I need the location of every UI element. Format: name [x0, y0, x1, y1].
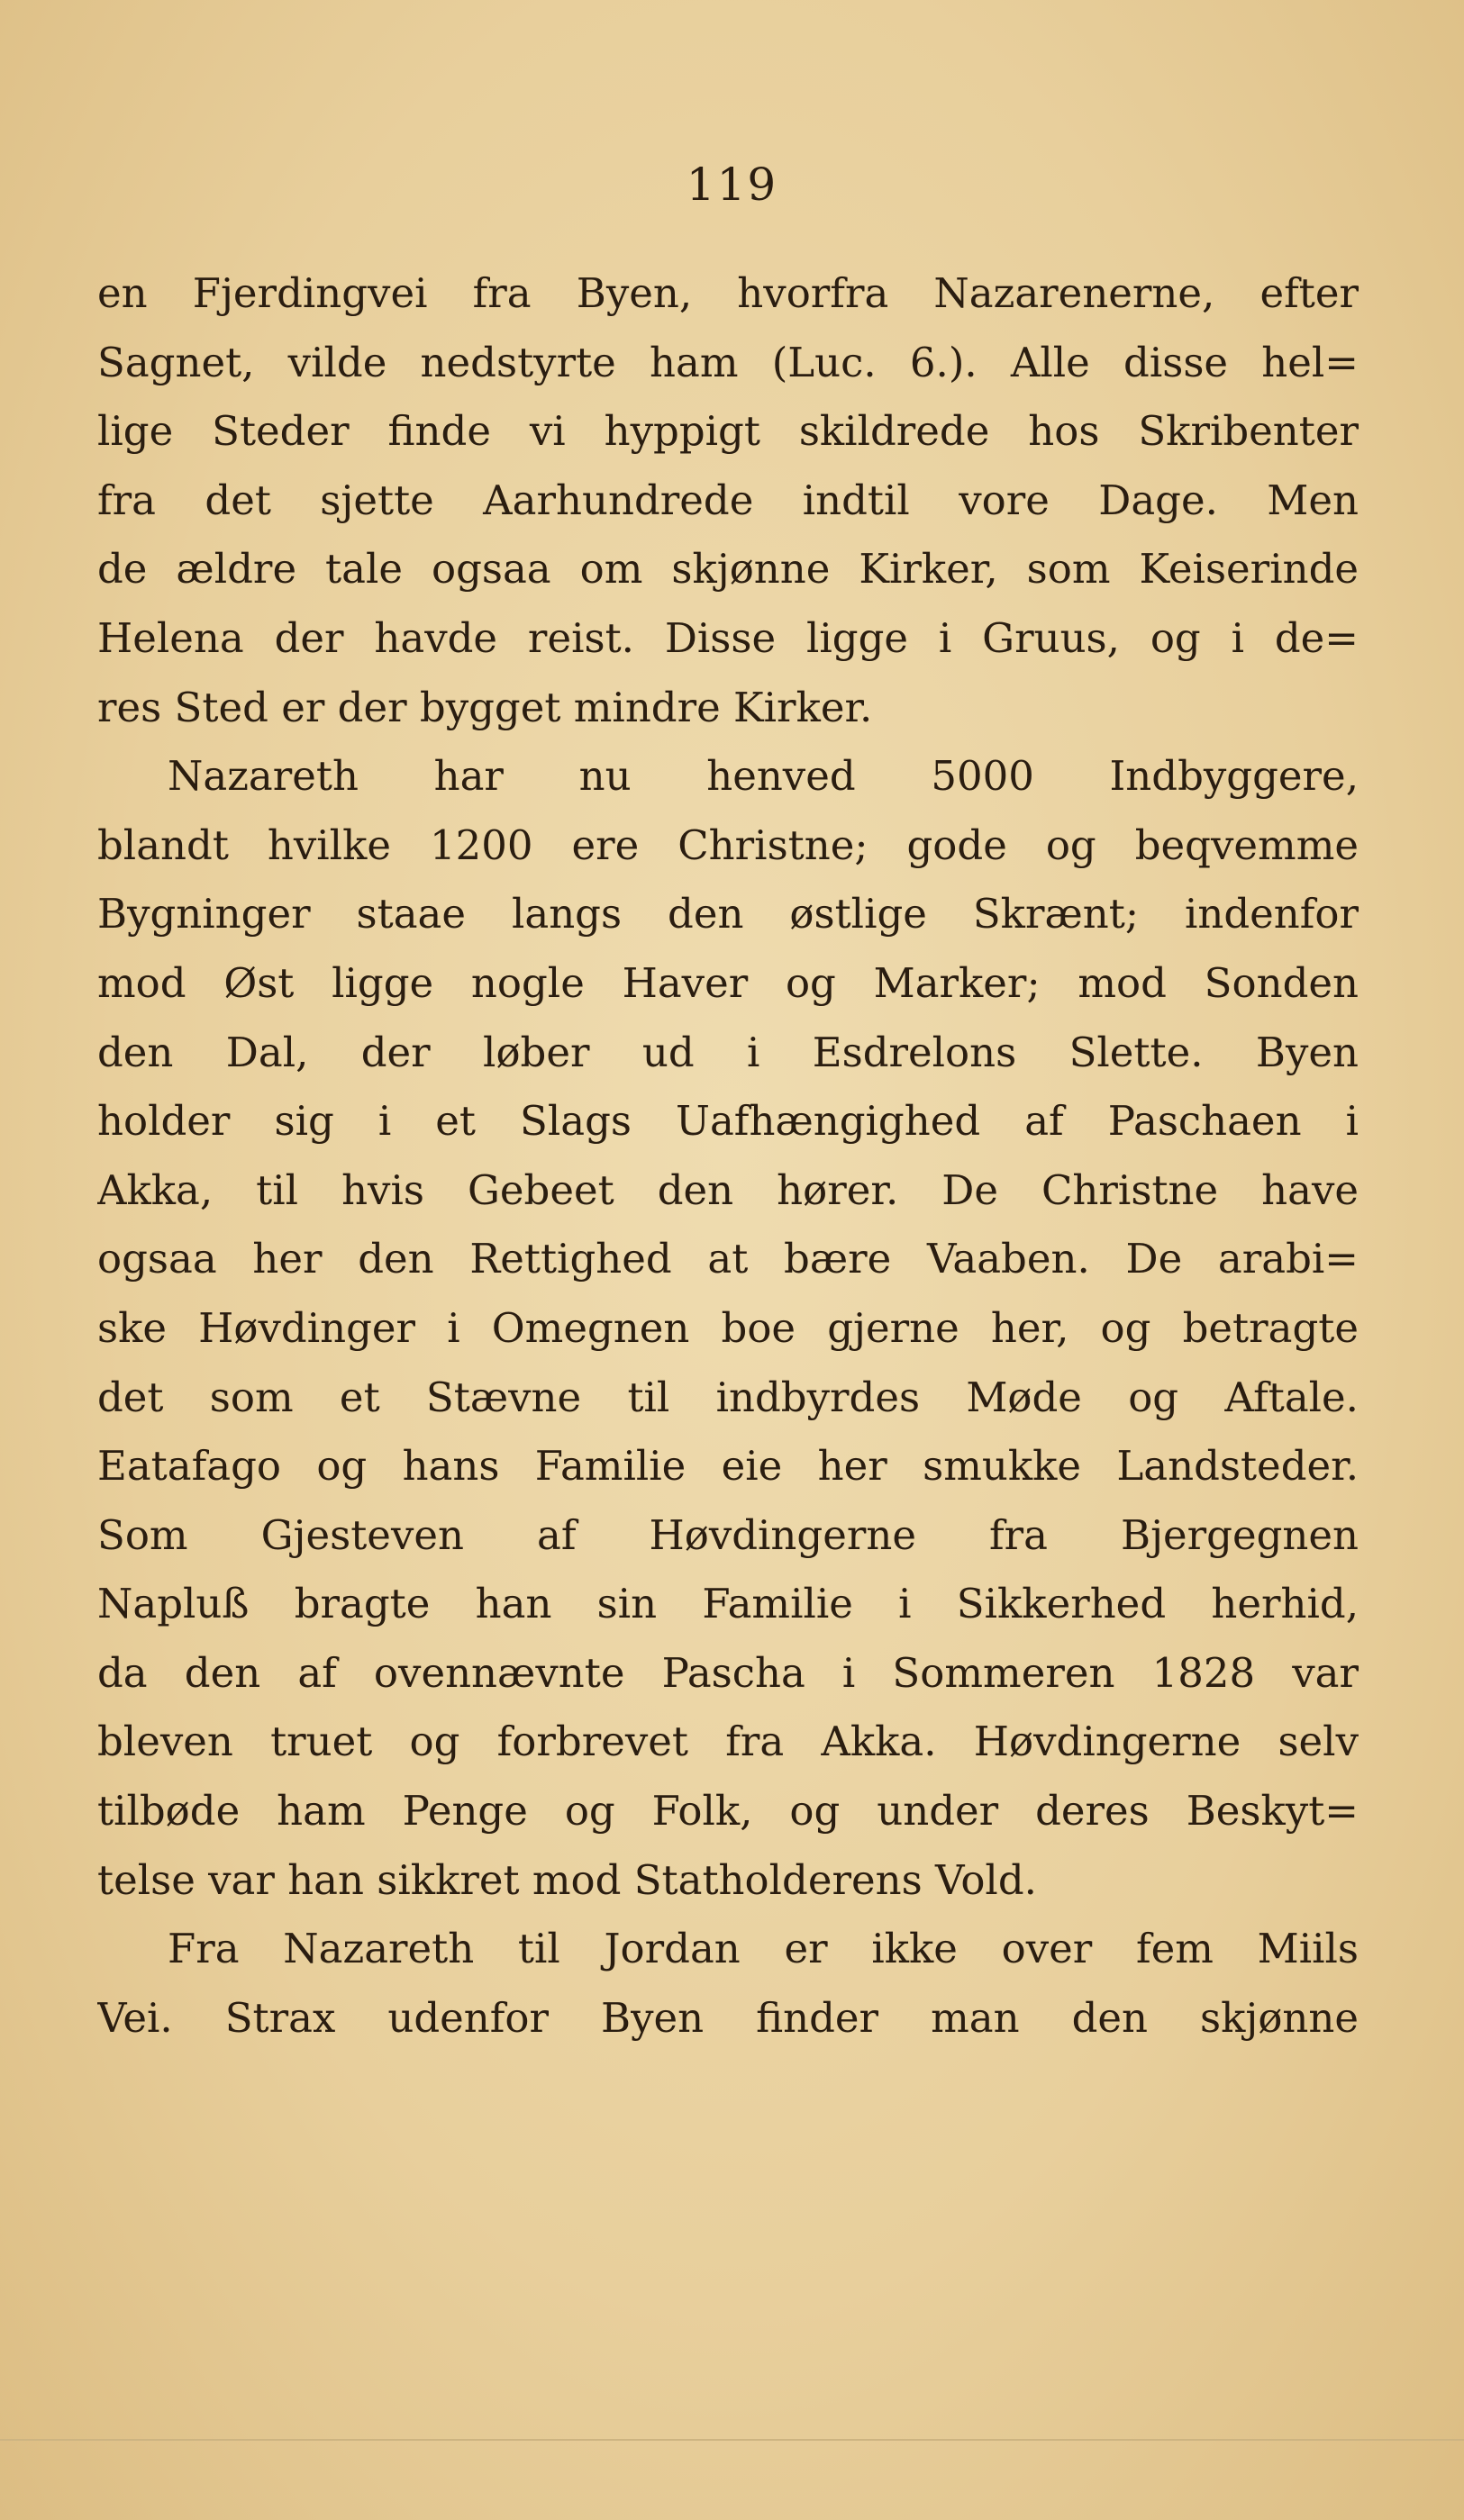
text-line: Som Gjesteven af Høvdingerne fra Bjergegnen [97, 1510, 1359, 1559]
text-line: lige Steder finde vi hyppigt skildrede hos Skribenter [97, 407, 1359, 456]
text-line: Eatafago og hans Familie eie her smukke Landsteder. [97, 1442, 1359, 1491]
text-line: tilbøde ham Penge og Folk, og under deres Beskyt= [97, 1787, 1359, 1836]
text-line: bleven truet og forbrevet fra Akka. Høvdingerne selv [97, 1718, 1359, 1766]
body-text [97, 259, 1359, 2053]
text-line: ske Høvdinger i Omegnen boe gjerne her, og betragte [97, 1303, 1359, 1352]
page-bottom-edge [0, 2439, 1464, 2441]
text-line: den Dal, der løber ud i Esdrelons Slette. Byen [97, 1028, 1359, 1076]
text-line: ogsaa her den Rettighed at bære Vaaben. De arabi= [97, 1235, 1359, 1283]
text-line: Bygninger staae langs den østlige Skrænt; indenfor [97, 890, 1359, 938]
text-line: res Sted er der bygget mindre Kirker. [97, 683, 873, 731]
text-line: telse var han sikkret mod Statholderens Vold. [97, 1855, 1037, 1904]
text-line: en Fjerdingvei fra Byen, hvorfra Nazarenerne, efter [97, 269, 1359, 317]
paragraph-3 [97, 1915, 1359, 2053]
text-line: Sagnet, vilde nedstyrte ham (Luc. 6.). Alle disse hel= [97, 338, 1359, 386]
text-line: det som et Stævne til indbyrdes Møde og Aftale. [97, 1373, 1359, 1421]
text-line: blandt hvilke 1200 ere Christne; gode og beqvemme [97, 820, 1359, 869]
text-line: Vei. Strax udenfor Byen finder man den skjønne [97, 1993, 1359, 2042]
text-line: Helena der havde reist. Disse ligge i Gruus, og i de= [97, 613, 1359, 662]
paragraph-2 [97, 742, 1359, 1915]
text-line: da den af ovennævnte Pascha i Sommeren 1828 var [97, 1648, 1359, 1697]
text-line: Napluß bragte han sin Familie i Sikkerhed herhid, [97, 1580, 1359, 1628]
text-line: de ældre tale ogsaa om skjønne Kirker, som Keiserinde [97, 545, 1359, 594]
text-line: mod Øst ligge nogle Haver og Marker; mod Sonden [97, 958, 1359, 1007]
page-number: 119 [686, 159, 778, 211]
text-line: holder sig i et Slags Uafhængighed af Paschaen i [97, 1097, 1359, 1146]
text-line: Akka, til hvis Gebeet den hører. De Christne have [97, 1165, 1359, 1214]
text-line: Nazareth har nu henved 5000 Indbyggere, [168, 752, 1359, 801]
paragraph-1 [97, 259, 1359, 742]
text-line: fra det sjette Aarhundrede indtil vore Dage. Men [97, 476, 1359, 524]
text-line: Fra Nazareth til Jordan er ikke over fem Miils [168, 1925, 1359, 1973]
